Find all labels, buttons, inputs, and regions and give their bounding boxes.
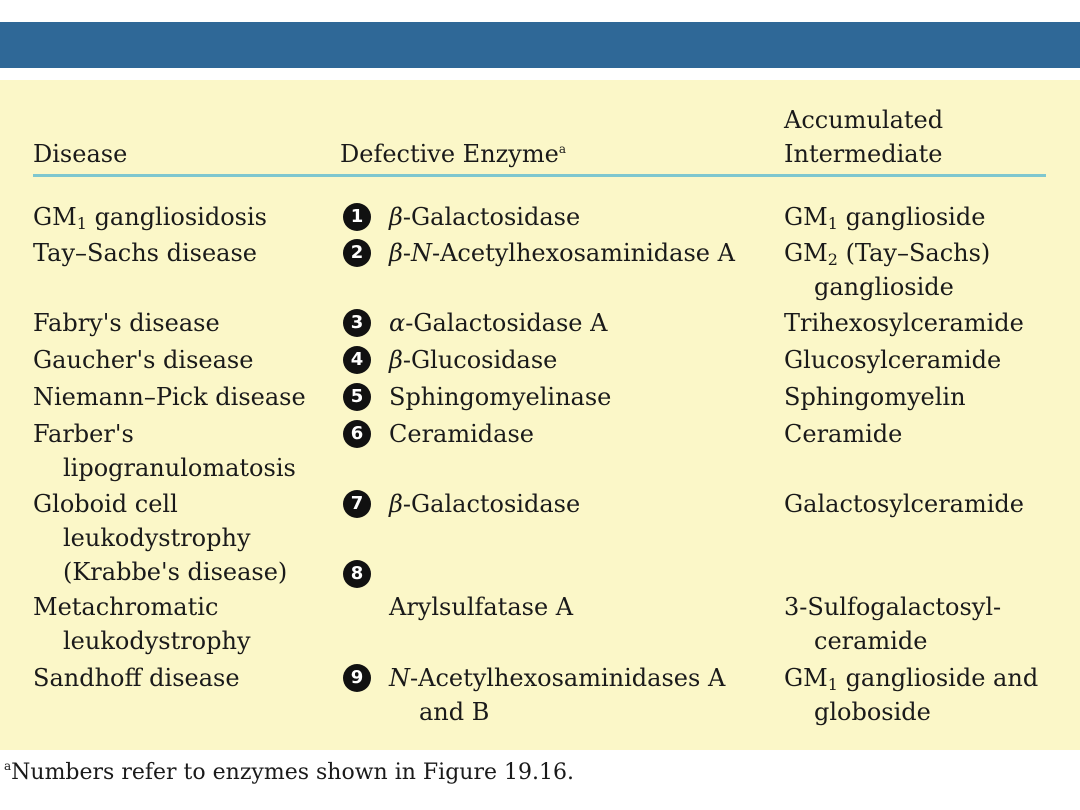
enzyme-cell: Ceramidase bbox=[389, 420, 534, 448]
enzyme-cell: β-Galactosidase bbox=[389, 490, 581, 518]
intermediate-cell: Sphingomyelin bbox=[784, 383, 966, 411]
enzyme-number-badge: 4 bbox=[343, 346, 371, 374]
intermediate-cell: Glucosylceramide bbox=[784, 346, 1002, 374]
enzyme-cell: α-Galactosidase A bbox=[389, 309, 608, 337]
enzyme-cell: N-Acetylhexosaminidases A bbox=[389, 664, 726, 692]
enzyme-cell: Arylsulfatase A bbox=[389, 593, 574, 621]
disease-cell: Globoid cell bbox=[33, 490, 178, 518]
intermediate-cell: Galactosylceramide bbox=[784, 490, 1024, 518]
disease-cell-continued: leukodystrophy bbox=[63, 524, 251, 552]
title-bar bbox=[0, 22, 1080, 68]
enzyme-cell: β-Glucosidase bbox=[389, 346, 558, 374]
enzyme-number-badge: 7 bbox=[343, 490, 371, 518]
enzyme-number-badge: 9 bbox=[343, 664, 371, 692]
disease-cell: Farber's bbox=[33, 420, 134, 448]
disease-cell-continued: lipogranulomatosis bbox=[63, 454, 296, 482]
intermediate-cell-continued: ganglioside bbox=[814, 273, 954, 301]
disease-cell: $GM_1$ gangliosidosis bbox=[33, 203, 267, 233]
intermediate-cell: 3-Sulfogalactosyl- bbox=[784, 593, 1002, 621]
enzyme-cell: β-N-Acetylhexosaminidase A bbox=[389, 239, 735, 267]
intermediate-cell: Ceramide bbox=[784, 420, 903, 448]
disease-cell-continued: (Krabbe's disease) bbox=[63, 558, 288, 586]
enzyme-number-badge: 6 bbox=[343, 420, 371, 448]
enzyme-cell-continued: and B bbox=[419, 698, 490, 726]
header-intermediate-line1: Accumulated bbox=[784, 106, 944, 134]
footnote: $^a$Numbers refer to enzymes shown in Figure 19.16. bbox=[4, 759, 574, 785]
header-enzyme: Defective Enzyme$^a$ bbox=[340, 140, 566, 168]
disease-cell: Niemann–Pick disease bbox=[33, 383, 306, 411]
enzyme-cell: β-Galactosidase bbox=[389, 203, 581, 231]
intermediate-cell-continued: globoside bbox=[814, 698, 931, 726]
enzyme-number-badge: 3 bbox=[343, 309, 371, 337]
intermediate-cell: $GM_1$ ganglioside and bbox=[784, 664, 1039, 694]
enzyme-number-badge: 8 bbox=[343, 560, 371, 588]
intermediate-cell-continued: ceramide bbox=[814, 627, 928, 655]
disease-cell-continued: leukodystrophy bbox=[63, 627, 251, 655]
header-intermediate-line2: Intermediate bbox=[784, 140, 943, 168]
disease-cell: Sandhoff disease bbox=[33, 664, 240, 692]
header-rule bbox=[33, 174, 1046, 177]
intermediate-cell: $GM_2$ (Tay–Sachs) bbox=[784, 239, 991, 269]
header-disease: Disease bbox=[33, 140, 128, 168]
disease-cell: Gaucher's disease bbox=[33, 346, 254, 374]
intermediate-cell: Trihexosylceramide bbox=[784, 309, 1024, 337]
enzyme-number-badge: 1 bbox=[343, 203, 371, 231]
disease-cell: Fabry's disease bbox=[33, 309, 220, 337]
enzyme-cell: Sphingomyelinase bbox=[389, 383, 612, 411]
intermediate-cell: $GM_1$ ganglioside bbox=[784, 203, 986, 233]
disease-cell: Metachromatic bbox=[33, 593, 219, 621]
disease-cell: Tay–Sachs disease bbox=[33, 239, 257, 267]
enzyme-number-badge: 2 bbox=[343, 239, 371, 267]
enzyme-number-badge: 5 bbox=[343, 383, 371, 411]
